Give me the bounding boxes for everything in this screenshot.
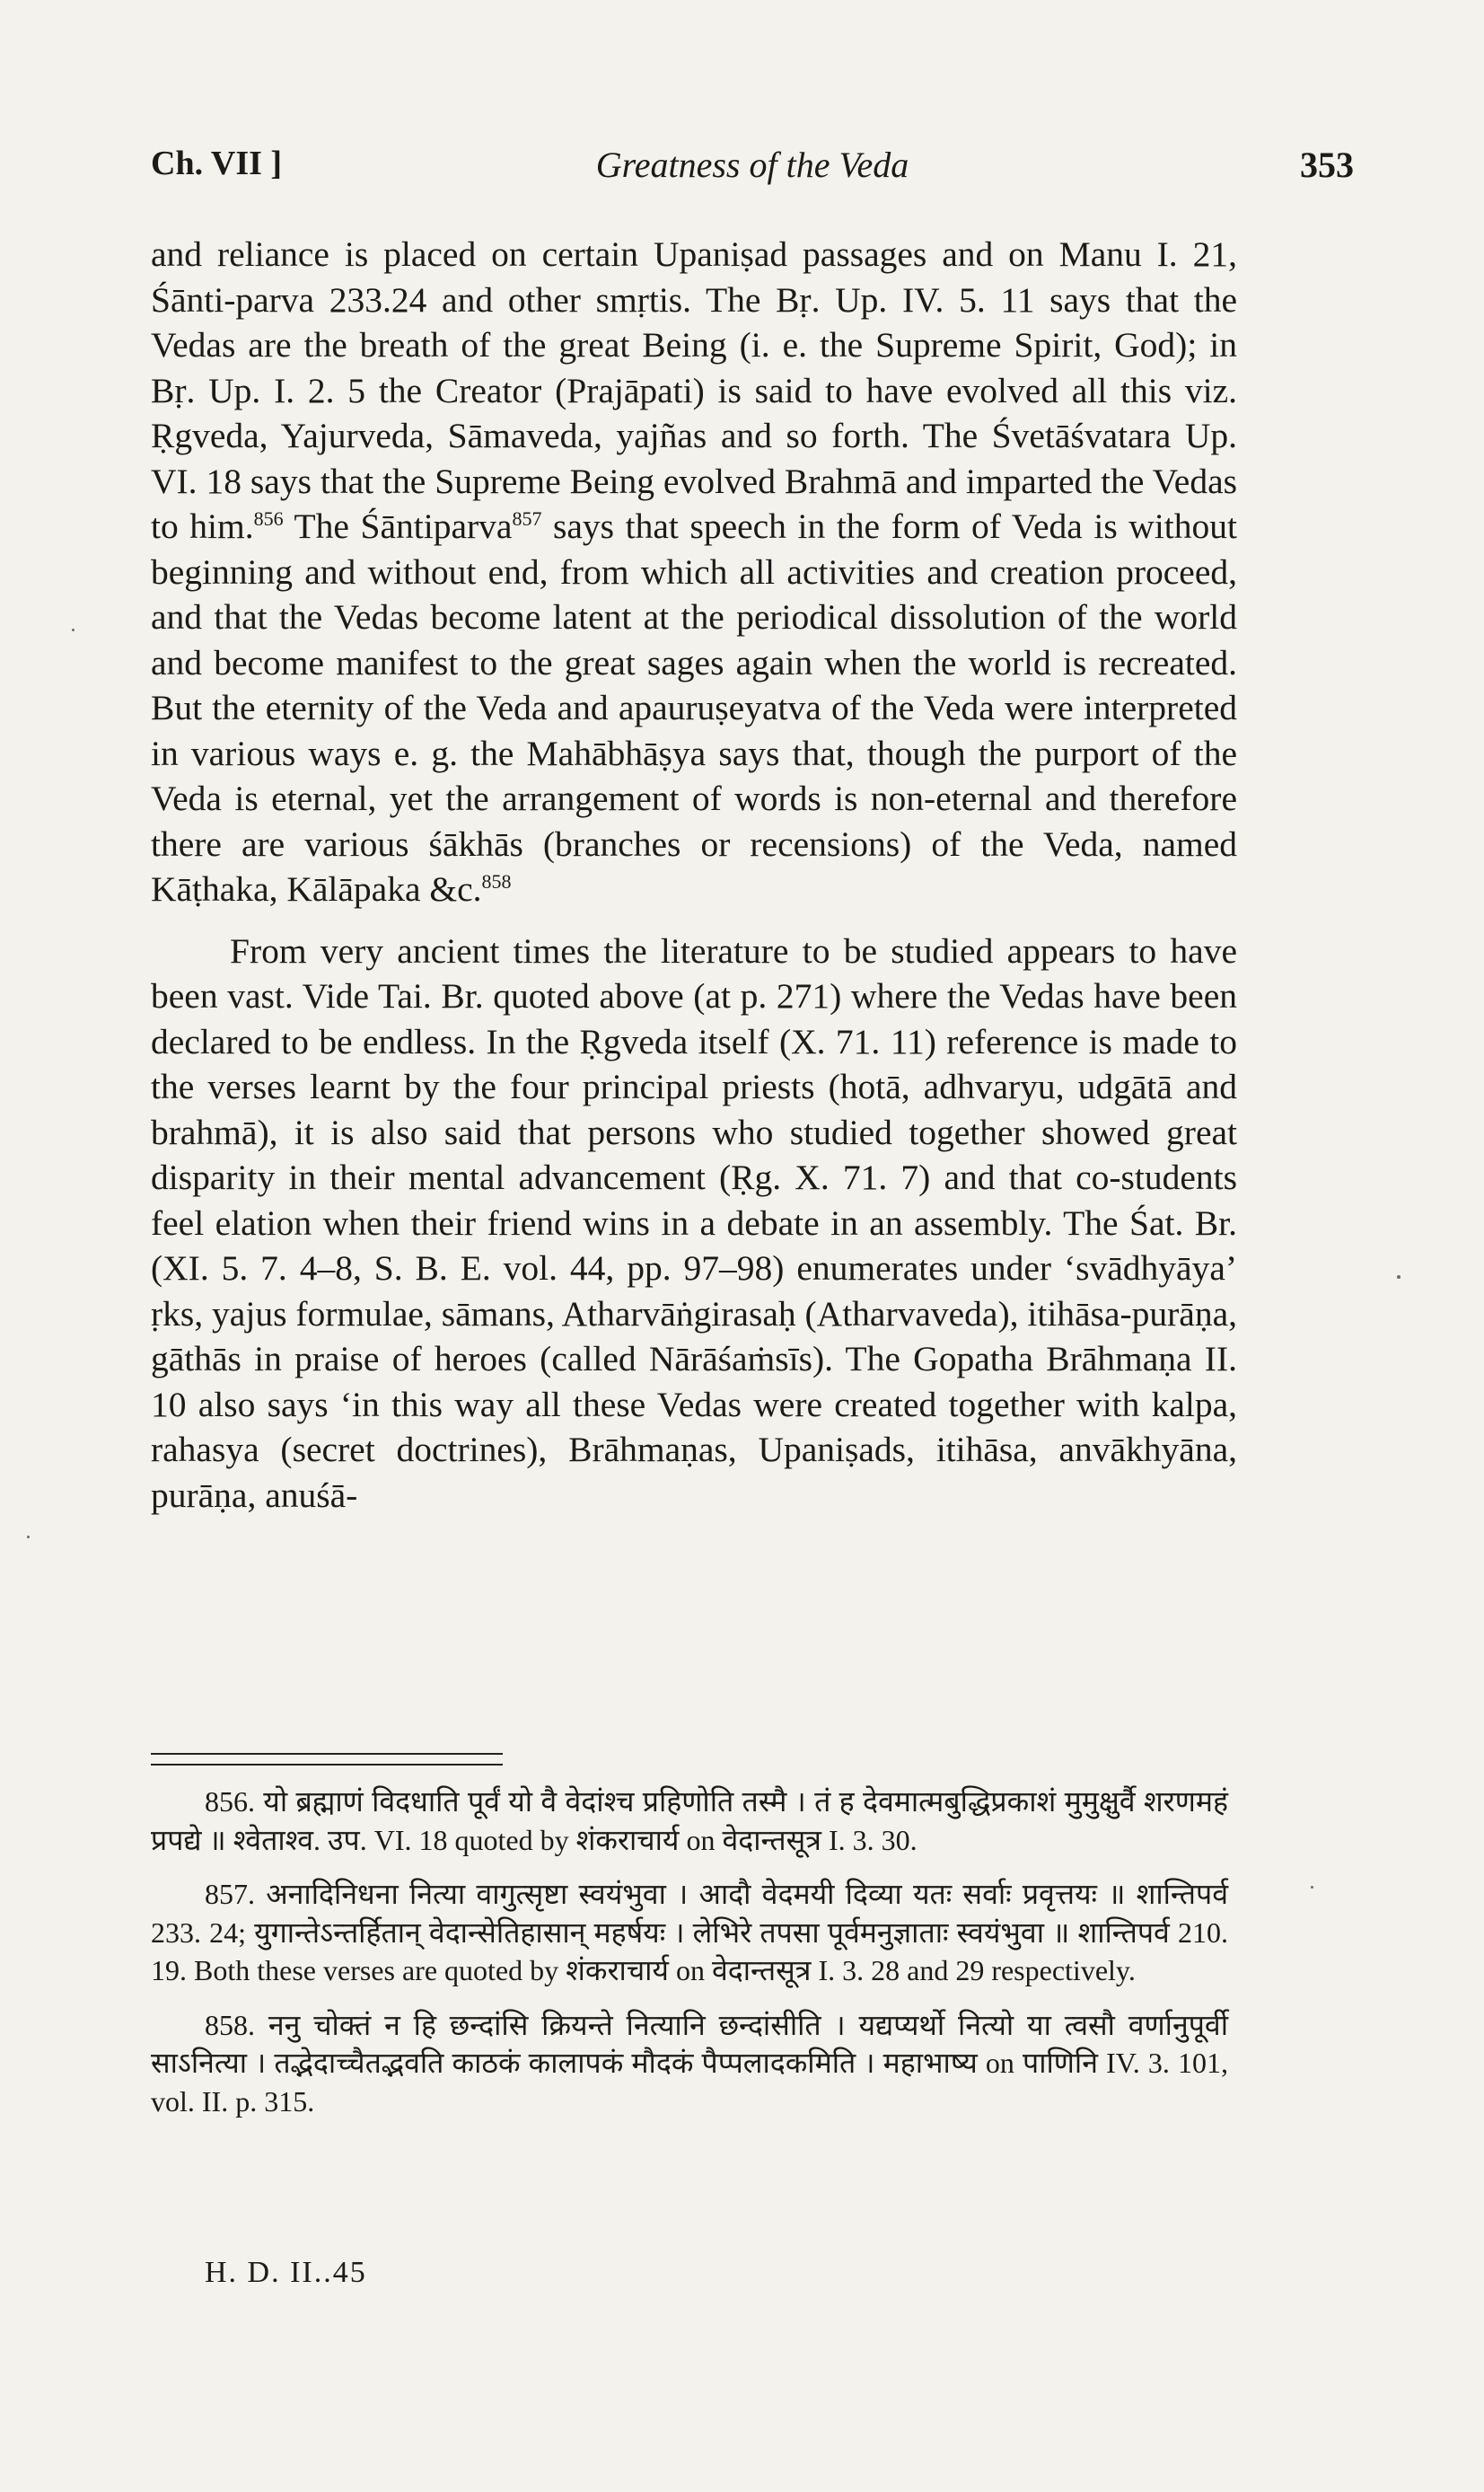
footnotes [151,1783,1228,2136]
paragraph [151,232,1237,912]
paragraph [151,929,1237,1519]
footnote-ref[interactable]: 858 [481,869,512,893]
print-speck [27,1536,30,1538]
footnote-858: 858. ननु चोक्तं न हि छन्दांसि क्रियन्ते नित्यानि छन्दांसीति । यद्यप्यर्थो नित्यो या त्वसौ वर्णानुपूर्वी साऽनित्या । तद्भेदाच्चैतद्भवति काठकं कालापकं मौदकं पैप्पलादकमिति । महाभाष्य on पाणिनि IV. 3. 101, vol. II. p. 315. [151,2008,1228,2118]
footnote-ref[interactable]: 857 [512,506,542,530]
text-run: From very ancient times the literature to be studied appears to have been vast. Vide Tai. Br. quoted above (at p. 271) where the Vedas have been declared to be endless. In the Ṛgveda itself (X. 71. 11) reference is made to the verses learnt by the four principal priests (hotā, adhvaryu, udgātā and brahmā), it is also said that persons who studied together showed great disparity in their mental advancement (Ṛg. X. 71. 7) and that co-students feel elation when their friend wins in a debate in an assembly. The Śat. Br. (XI. 5. 7. 4–8, S. B. E. vol. 44, pp. 97–98) enumerates under ‘svādhyāya’ ṛks, yajus formulae, sāmans, Atharvāṅgirasaḥ (Atharvaveda), itihāsa-purāṇa, gāthās in praise of heroes (called Nārāśaṁsīs). The Gopatha Brāhmaṇa II. 10 also says ‘in this way all these Vedas were created together with kalpa, rahasya (secret doctrines), Brāhmaṇas, Upaniṣads, itihāsa, anvākhyāna, purāṇa, anuśā- [151,930,1237,1515]
footnote-ref[interactable]: 856 [253,506,284,530]
printer-signature: H. D. II..45 [205,2256,367,2289]
page-number: 353 [1300,145,1354,185]
print-speck [1311,1886,1313,1889]
footnote-856: 856. यो ब्रह्माणं विदधाति पूर्वं यो वै वेदांश्च प्रहिणोति तस्मै । तं ह देवमात्मबुद्धिप्रकाशं मुमुक्षुर्वै शरणमहं प्रपद्ये ॥ श्वेताश्व. उप. VI. 18 quoted by शंकराचार्य on वेदान्तसूत्र I. 3. 30. [151,1785,1228,1856]
footnote-857: 857. अनादिनिधना नित्या वागुत्सृष्टा स्वयंभुवा । आदौ वेदमयी दिव्या यतः सर्वाः प्रवृत्तयः ॥ शान्तिपर्व 233. 24; युगान्तेऽन्तर्हितान् वेदान्सेतिहासान् महर्षयः । लेभिरे तपसा पूर्वमनुज्ञाताः स्वयंभुवा ॥ शान्तिपर्व 210. 19. Both these verses are quoted by शंकराचार्य on वेदान्तसूत्र I. 3. 28 and 29 respectively. [151,1878,1228,1986]
text-run: and reliance is placed on certain Upaniṣad passages and on Manu I. 21, Śānti-parva 233.24 and other smṛtis. The Bṛ. Up. IV. 5. 11 says that the Vedas are the breath of the great Being (i. e. the Supreme Spirit, God); in Bṛ. Up. I. 2. 5 the Creator (Prajāpati) is said to have evolved all this viz. Ṛgveda, Yajurveda, Sāmaveda, yajñas and so forth. The Śvetāśvatara Up. VI. 18 says that the Supreme Being evolved Brahmā and imparted the Vedas to him. [151,234,1237,546]
chapter-label: Ch. VII ] [151,145,283,182]
text-run: says that speech in the form of Veda is without beginning and without end, from which all activities and creation proceed, and that the Vedas become latent at the periodical dissolution of the world and become manifest to the great sages again when the world is recreated. But the eternity of the Veda and apauruṣeyatva of the Veda were interpreted in various ways e. g. the Mahābhāṣya says that, though the purport of the Veda is eternal, yet the arrangement of words is non-eternal and therefore there are various śākhās (branches or recensions) of the Veda, named Kāṭhaka, Kālāpaka &c. [151,506,1237,909]
running-header [151,144,1354,198]
footnote-rule [151,1753,503,1766]
print-speck [72,629,75,631]
print-speck [1397,1275,1401,1279]
text-run: The Śāntiparva [283,506,513,546]
running-title: Greatness of the Veda [595,145,909,185]
main-text [151,232,1237,1518]
